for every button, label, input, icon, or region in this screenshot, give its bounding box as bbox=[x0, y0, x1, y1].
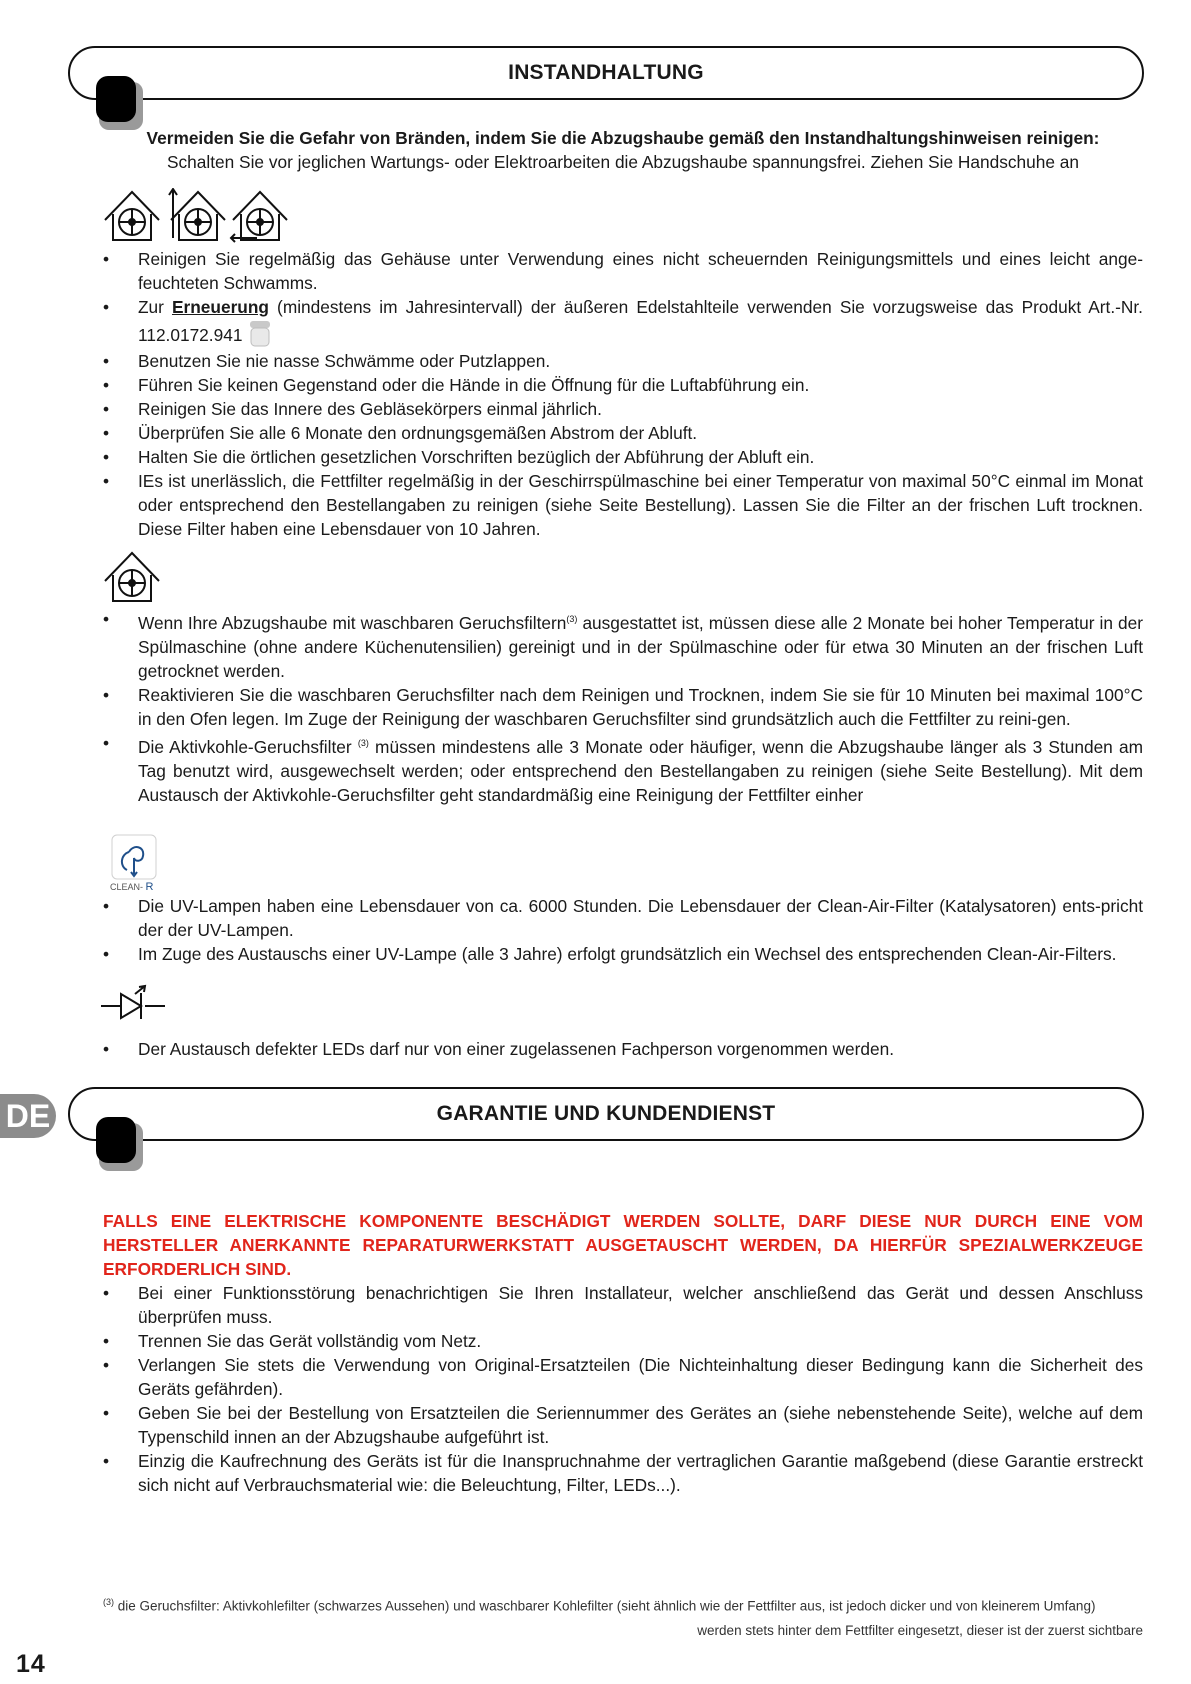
list-item: • Der Austausch defekter LEDs darf nur von einer zugelassenen Fachperson vorgenommen werden. bbox=[103, 1037, 1143, 1061]
warning-text: FALLS EINE ELEKTRISCHE KOMPONENTE BESCHÄDIGT WERDEN SOLLTE, DARF DIESE NUR DURCH EINE VOM HERSTELLER ANERKANNTE REPARATURWERKSTATT AUSGETAUSCHT WERDEN, DA HIERFÜR SPEZIALWERKZEUGE ERFORDERLICH SIND. bbox=[103, 1211, 1143, 1279]
list-item bbox=[103, 731, 1143, 807]
bullet-list-odour-filters bbox=[103, 607, 1143, 807]
list-item: • Überprüfen Sie alle 6 Monate den ordnungsgemäßen Abstrom der Abluft. bbox=[103, 421, 1143, 445]
uv-filter-icon bbox=[111, 834, 157, 880]
maintenance-house-icons bbox=[103, 188, 293, 244]
list-item: • Reinigen Sie das Innere des Gebläsekörpers einmal jährlich. bbox=[103, 397, 1143, 421]
bullet-list-warranty bbox=[103, 1281, 1143, 1497]
clean-air-icon bbox=[108, 834, 160, 894]
footnote-line-1 bbox=[103, 1590, 1143, 1619]
house-fan-icon bbox=[103, 549, 163, 605]
section-header-garantie bbox=[68, 1087, 1144, 1141]
header-marker bbox=[96, 1117, 136, 1163]
list-item: • Benutzen Sie nie nasse Schwämme oder Putzlappen. bbox=[103, 349, 1143, 373]
text-post: ausgestattet ist, müssen diese alle 2 Monate bei hoher Temperatur in der Spülmaschine (ohne andere Küchenutensilien) gereinigt und in der Spülmaschine oder für etwa 30 Minuten an der frischen Luft getrocknet werden. bbox=[138, 612, 1143, 681]
list-item bbox=[103, 295, 1143, 349]
footnote bbox=[103, 1590, 1143, 1643]
list-item: • Einzig die Kaufrechnung des Geräts ist für die Inanspruchnahme der vertraglichen Garantie maßgebend (diese Garantie erstreckt sich nicht auf Verbrauchsmaterial wie: die Beleuchtung, Filter, LEDs...). bbox=[103, 1449, 1143, 1497]
text-post: (mindestens im Jahresintervall) der äußeren Edelstahlteile verwenden Sie vorzugsweise das Produkt Art.-Nr. 112.0172.941 bbox=[138, 297, 1143, 345]
header-marker bbox=[96, 76, 136, 122]
text-post: müssen mindestens alle 3 Monate oder häufiger, wenn die Abzugshaube länger als 3 Stunden am Tag benutzt wird, ausgewechselt werden; oder entsprechend den Bestellangaben zu reinigen (siehe Seite Bestellung). Mit dem Austausch der Aktivkohle-Geruchsfilter geht standardmäßig eine Reinigung der Fettfilter einher bbox=[138, 736, 1143, 805]
footnote-marker: (3) bbox=[103, 1597, 114, 1607]
bullet-list-led bbox=[103, 1037, 1143, 1061]
house-fan-icon bbox=[105, 192, 159, 240]
house-fan-side-icon bbox=[231, 192, 287, 242]
text-pre: Die Aktivkohle-Geruchsfilter bbox=[138, 736, 358, 757]
section-title: GARANTIE UND KUNDENDIENST bbox=[436, 1102, 776, 1125]
list-item: • Geben Sie bei der Bestellung von Ersatzteilen die Seriennummer des Gerätes an (siehe nebenstehende Seite), welche auf dem Typenschild innen an der Abzugshaube aufgeführt ist. bbox=[103, 1401, 1143, 1449]
intro-bold: Vermeiden Sie die Gefahr von Bränden, indem Sie die Abzugshaube gemäß den Instandhaltungshinweisen reinigen: bbox=[146, 128, 1100, 148]
list-item: • Führen Sie keinen Gegenstand oder die Hände in die Öffnung für die Luftabführung ein. bbox=[103, 373, 1143, 397]
footnote-line-2: werden stets hinter dem Fettfilter eingesetzt, dieser ist der zuerst sichtbare bbox=[697, 1622, 1143, 1638]
clean-air-label-a: CLEAN- bbox=[110, 882, 144, 892]
footnote-text: die Geruchsfilter: Aktivkohlefilter (schwarzes Aussehen) und waschbarer Kohlefilter (sieht ähnlich wie der Fettfilter aus, ist jedoch dicker und von kleinerem Umfang) bbox=[114, 1598, 1096, 1614]
bullet-list-general bbox=[103, 247, 1143, 541]
list-item: • Trennen Sie das Gerät vollständig vom Netz. bbox=[103, 1329, 1143, 1353]
cleaner-jar-icon bbox=[248, 319, 272, 349]
list-item: • Die UV-Lampen haben eine Lebensdauer von ca. 6000 Stunden. Die Lebensdauer der Clean-Air-Filter (Katalysatoren) ents-pricht der der UV-Lampen. bbox=[103, 894, 1143, 942]
section-header-instandhaltung bbox=[68, 46, 1144, 100]
clean-air-label bbox=[110, 881, 153, 893]
footnote-ref: (3) bbox=[357, 737, 369, 748]
house-fan-up-icon bbox=[169, 189, 225, 240]
list-item bbox=[103, 607, 1143, 683]
list-item: • Verlangen Sie stets die Verwendung von Original-Ersatzteilen (Die Nichteinhaltung dieser Bedingung kann die Sicherheit des Geräts gefährden). bbox=[103, 1353, 1143, 1401]
list-item: • Im Zuge des Austauschs einer UV-Lampe (alle 3 Jahre) erfolgt grundsätzlich ein Wechsel des entsprechenden Clean-Air-Filters. bbox=[103, 942, 1143, 966]
intro-text: Schalten Sie vor jeglichen Wartungs- oder Elektroarbeiten die Abzugshaube spannungsfrei. Ziehen Sie Handschuhe an bbox=[167, 152, 1079, 172]
clean-air-label-b: R bbox=[145, 881, 154, 893]
list-item: • Bei einer Funktionsstörung benachrichtigen Sie Ihren Installateur, welcher anschließend das Gerät und dessen Anschluss überprüfen muss. bbox=[103, 1281, 1143, 1329]
list-item: • Reaktivieren Sie die waschbaren Geruchsfilter nach dem Reinigen und Trocknen, indem Sie sie für 10 Minuten bei maximal 100°C in den Ofen legen. Im Zuge der Reinigung der waschbaren Geruchsfilter sind grundsätzlich auch die Fettfilter zu reini-gen. bbox=[103, 683, 1143, 731]
led-diode-icon bbox=[101, 984, 165, 1024]
section-title: INSTANDHALTUNG bbox=[508, 61, 704, 84]
footnote-ref: (3) bbox=[566, 614, 578, 624]
language-tab: DE bbox=[0, 1094, 56, 1138]
list-item: • IEs ist unerlässlich, die Fettfilter regelmäßig in der Geschirrspülmaschine bei einer Temperatur von maximal 50°C einmal im Monat oder entsprechend den Bestellangaben zu reinigen (siehe Seite Bestellung). Lassen Sie die Filter an der frischen Luft trocknen. Diese Filter haben eine Lebensdauer von 10 Jahren. bbox=[103, 469, 1143, 541]
text-bold-underlined: Erneuerung bbox=[172, 297, 269, 317]
text-pre: Wenn Ihre Abzugshaube mit waschbaren Geruchsfiltern bbox=[138, 612, 567, 633]
list-item: • Halten Sie die örtlichen gesetzlichen Vorschriften bezüglich der Abführung der Abluft ein. bbox=[103, 445, 1143, 469]
bullet-list-uv bbox=[103, 894, 1143, 966]
text-pre: Zur bbox=[138, 297, 172, 317]
list-item: • Reinigen Sie regelmäßig das Gehäuse unter Verwendung eines nicht scheuernden Reinigungsmittels und eines leicht ange-feuchteten Schwamms. bbox=[103, 247, 1143, 295]
intro bbox=[103, 126, 1143, 174]
page-number: 14 bbox=[16, 1650, 46, 1678]
